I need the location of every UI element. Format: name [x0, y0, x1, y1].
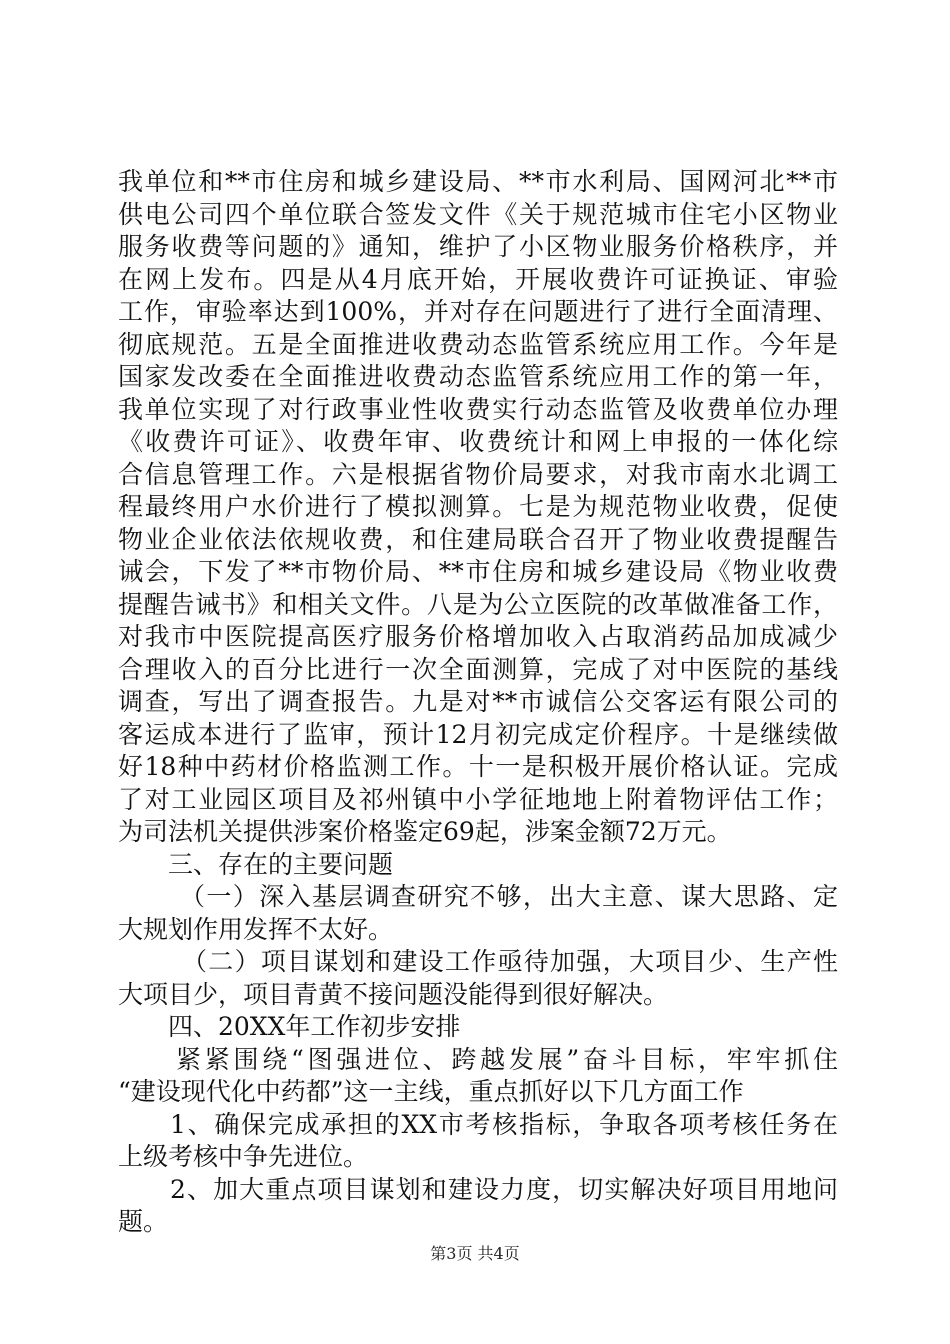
body-line: 在网上发布。四是从4月底开始，开展收费许可证换证、审验 [118, 264, 838, 294]
section-heading-plans: 四、20XX年工作初步安排 [168, 1012, 461, 1041]
body-line: 我单位实现了对行政事业性收费实行动态监管及收费单位办理 [118, 394, 838, 424]
body-line: 供电公司四个单位联合签发文件《关于规范城市住宅小区物业 [118, 199, 838, 229]
plan-intro-continued: “建设现代化中药都”这一主线，重点抓好以下几方面工作 [118, 1077, 744, 1106]
body-line: 诫会，下发了**市物价局、**市住房和城乡建设局《物业收费 [118, 557, 838, 586]
body-line: 客运成本进行了监审，预计12月初完成定价程序。十是继续做 [118, 719, 838, 749]
body-line: 我单位和**市住房和城乡建设局、**市水利局、国网河北**市 [118, 167, 838, 196]
body-line: 好18种中药材价格监测工作。十一是积极开展价格认证。完成 [118, 752, 838, 781]
plan-intro: 紧紧围绕“图强进位、跨越发展”奋斗目标，牢牢抓住 [176, 1044, 838, 1074]
body-line: 合信息管理工作。六是根据省物价局要求，对我市南水北调工 [118, 459, 838, 489]
page-number-footer: 第3页 共4页 [430, 1244, 520, 1263]
body-line: 了对工业园区项目及祁州镇中小学征地地上附着物评估工作； [118, 784, 838, 814]
body-line: 服务收费等问题的》通知，维护了小区物业服务价格秩序，并 [118, 232, 838, 261]
plan-item-2: 2、加大重点项目谋划和建设力度，切实解决好项目用地问 [170, 1174, 838, 1204]
body-line: 调查，写出了调查报告。九是对**市诚信公交客运有限公司的 [118, 687, 838, 716]
issue-item-1: （一）深入基层调查研究不够，出大主意、谋大思路、定 [180, 882, 838, 911]
issue-item-2-continued: 大项目少，项目青黄不接问题没能得到很好解决。 [118, 979, 669, 1009]
body-line: 为司法机关提供涉案价格鉴定69起，涉案金额72万元。 [118, 817, 732, 846]
body-line: 程最终用户水价进行了模拟测算。七是为规范物业收费，促使 [118, 492, 838, 521]
body-line: 合理收入的百分比进行一次全面测算，完成了对中医院的基线 [118, 654, 838, 684]
body-line: 提醒告诫书》和相关文件。八是为公立医院的改革做准备工作， [118, 589, 838, 619]
issue-item-1-continued: 大规划作用发挥不太好。 [118, 914, 394, 944]
issue-item-2: （二）项目谋划和建设工作亟待加强，大项目少、生产性 [182, 947, 838, 976]
section-heading-problems: 三、存在的主要问题 [168, 849, 394, 879]
body-line: 对我市中医院提高医疗服务价格增加收入占取消药品加成减少 [118, 622, 838, 651]
body-line: 工作，审验率达到100%，并对存在问题进行了进行全面清理、 [118, 297, 838, 326]
plan-item-2-continued: 题。 [118, 1207, 169, 1236]
plan-item-1-continued: 上级考核中争先进位。 [118, 1142, 369, 1171]
body-line: 国家发改委在全面推进收费动态监管系统应用工作的第一年， [118, 362, 838, 391]
body-line: 物业企业依法依规收费，和住建局联合召开了物业收费提醒告 [118, 524, 838, 554]
document-body [118, 166, 838, 1239]
plan-item-1: 1、确保完成承担的XX市考核指标，争取各项考核任务在 [170, 1109, 838, 1139]
body-line: 彻底规范。五是全面推进收费动态监管系统应用工作。今年是 [118, 329, 838, 359]
body-line: 《收费许可证》、收费年审、收费统计和网上申报的一体化综 [118, 427, 838, 456]
